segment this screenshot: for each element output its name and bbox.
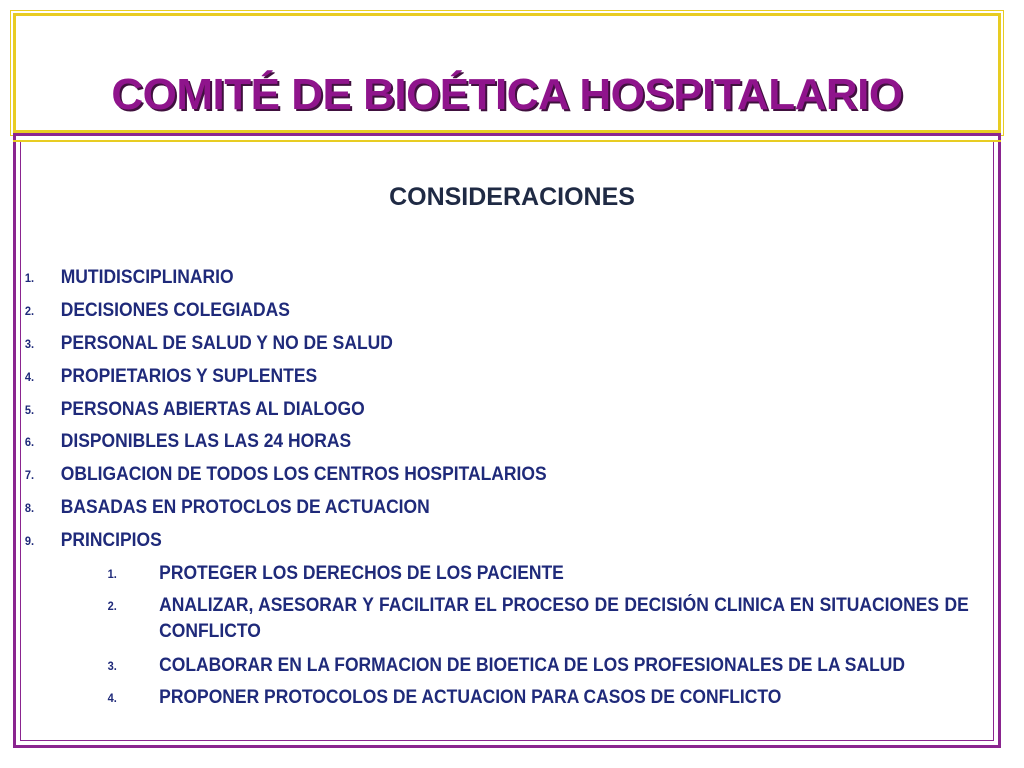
list-text: PRINCIPIOS [60, 530, 162, 551]
list-number: 9. [24, 534, 35, 548]
principle-text: PROTEGER LOS DERECHOS DE LOS PACIENTE [159, 563, 564, 584]
list-text: BASADAS EN PROTOCLOS DE ACTUACION [60, 497, 430, 518]
list-text: OBLIGACION DE TODOS LOS CENTROS HOSPITALARIOS [60, 464, 547, 485]
list-text: DISPONIBLES LAS LAS 24 HORAS [60, 431, 352, 452]
list-number: 6. [24, 435, 35, 449]
list-text: DECISIONES COLEGIADAS [60, 300, 290, 321]
page-title: COMITÉ DE BIOÉTICA HOSPITALARIO [111, 70, 903, 119]
principle-text: COLABORAR EN LA FORMACION DE BIOETICA DE LOS PROFESIONALES DE LA SALUD [159, 655, 905, 676]
list-number: 2. [24, 304, 35, 318]
list-text: PERSONAS ABIERTAS AL DIALOGO [60, 399, 365, 420]
list-text: MUTIDISCIPLINARIO [60, 267, 234, 288]
principle-number: 2. [107, 599, 117, 613]
list-number: 3. [24, 337, 35, 351]
principle-number: 4. [107, 691, 117, 705]
list-number: 1. [24, 271, 35, 285]
list-text: PROPIETARIOS Y SUPLENTES [60, 366, 318, 387]
principle-number: 1. [107, 567, 117, 581]
list-number: 8. [24, 501, 35, 515]
list-text: PERSONAL DE SALUD Y NO DE SALUD [60, 333, 393, 354]
principle-text: ANALIZAR, ASESORAR Y FACILITAR EL PROCESO DE DECISIÓN CLINICA EN SITUACIONES DE CONFLICTO [159, 595, 969, 642]
principle-number: 3. [107, 659, 117, 673]
list-number: 5. [24, 403, 35, 417]
list-number: 7. [24, 468, 35, 482]
principle-text: PROPONER PROTOCOLOS DE ACTUACION PARA CASOS DE CONFLICTO [159, 687, 782, 708]
list-number: 4. [24, 370, 35, 384]
section-heading: CONSIDERACIONES [389, 183, 635, 211]
